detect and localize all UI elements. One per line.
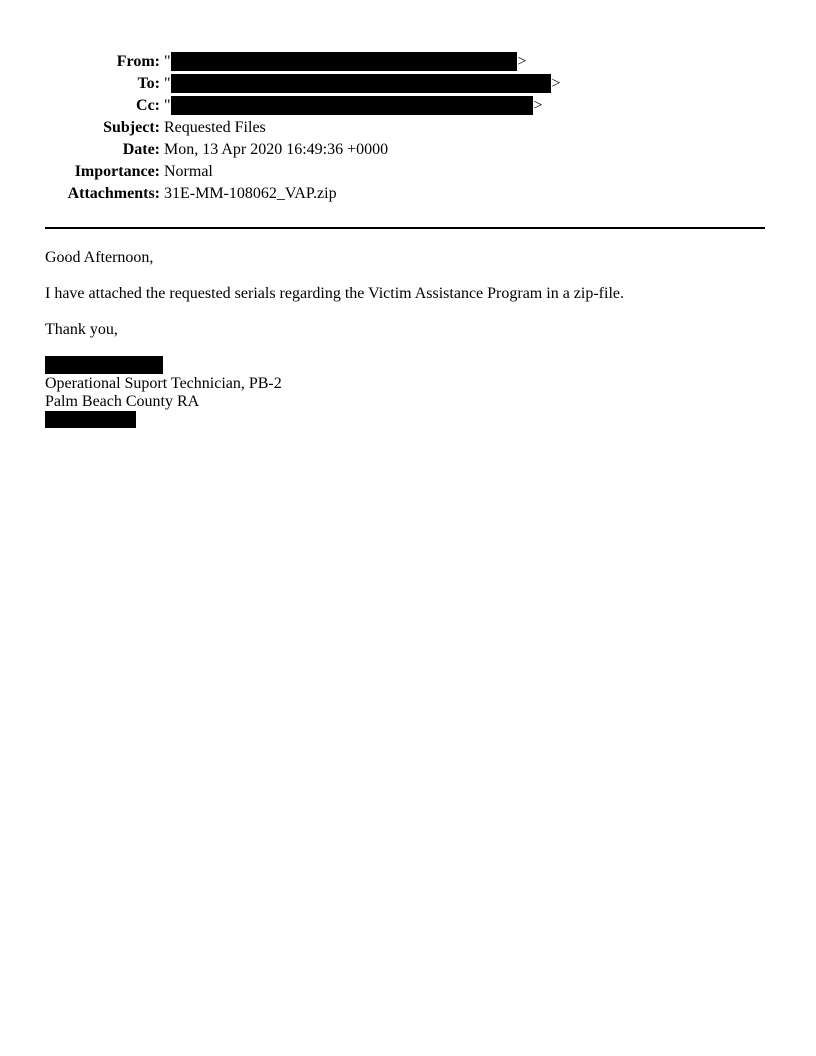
attachments-row	[0, 183, 816, 205]
cc-row	[0, 95, 816, 117]
subject-label: Subject:	[103, 119, 160, 136]
signature-title: Operational Suport Technician, PB-2	[45, 375, 282, 392]
from-value	[164, 51, 527, 73]
to-close-bracket: >	[551, 75, 561, 92]
signature-name-redaction	[45, 356, 163, 374]
cc-label: Cc:	[136, 97, 160, 114]
cc-value	[164, 95, 543, 117]
subject-value: Requested Files	[164, 119, 266, 136]
cc-close-bracket: >	[533, 97, 543, 114]
from-close-bracket: >	[517, 53, 527, 70]
from-label: From:	[116, 53, 160, 70]
importance-value: Normal	[164, 163, 213, 180]
message: I have attached the requested serials regarding the Victim Assistance Program in a zip-file.	[45, 285, 624, 302]
email-header	[0, 51, 816, 205]
attachments-value[interactable]: 31E-MM-108062_VAP.zip	[164, 185, 337, 202]
closing: Thank you,	[45, 321, 118, 338]
to-label: To:	[137, 75, 160, 92]
importance-row	[0, 161, 816, 183]
from-open-quote: "	[164, 53, 171, 70]
greeting: Good Afternoon,	[45, 249, 154, 266]
attachments-label: Attachments:	[67, 185, 160, 202]
cc-redaction	[171, 96, 533, 115]
from-row	[0, 51, 816, 73]
signature-office: Palm Beach County RA	[45, 393, 200, 410]
to-open-quote: "	[164, 75, 171, 92]
date-row	[0, 139, 816, 161]
to-value	[164, 73, 561, 95]
date-label: Date:	[122, 141, 160, 158]
subject-row	[0, 117, 816, 139]
importance-label: Importance:	[74, 163, 160, 180]
cc-open-quote: "	[164, 97, 171, 114]
signature-phone-redaction	[45, 411, 136, 428]
date-value: Mon, 13 Apr 2020 16:49:36 +0000	[164, 141, 389, 158]
to-row	[0, 73, 816, 95]
from-redaction	[171, 52, 517, 71]
to-redaction	[171, 74, 551, 93]
header-divider	[45, 227, 765, 229]
